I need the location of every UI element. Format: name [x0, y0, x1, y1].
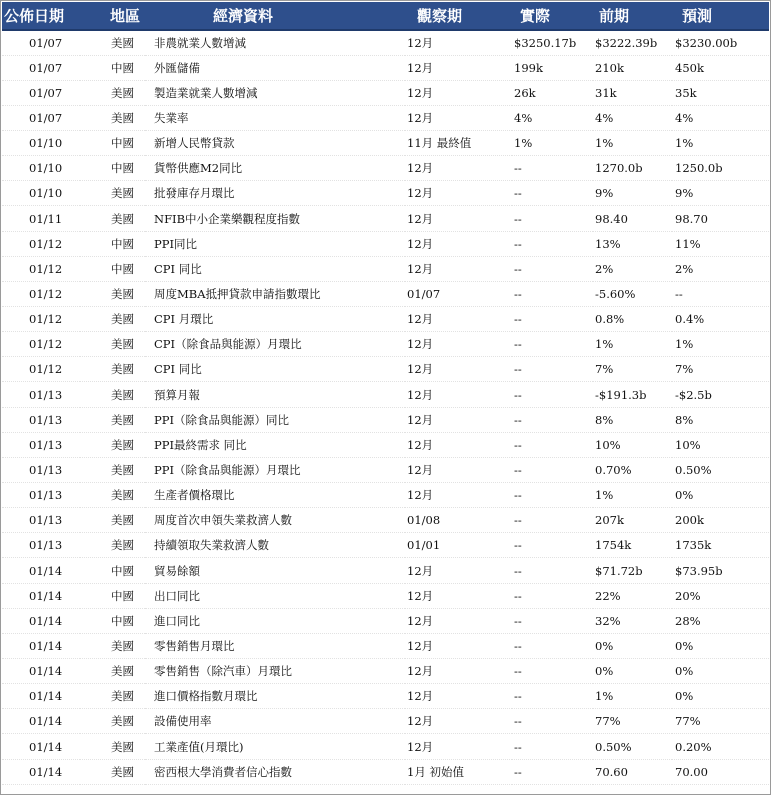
- cell-release-date: 01/12: [2, 231, 80, 256]
- cell-release-date: 01/13: [2, 533, 80, 558]
- cell-previous: 22%: [593, 583, 672, 608]
- table-row: [2, 608, 769, 633]
- cell-release-date: 01/07: [2, 80, 80, 105]
- cell-region: 中國: [80, 55, 145, 80]
- cell-release-date: 01/12: [2, 256, 80, 281]
- table-row: [2, 533, 769, 558]
- cell-region: 中國: [80, 156, 145, 181]
- cell-release-date: 01/14: [2, 734, 80, 759]
- table-row: [2, 633, 769, 658]
- cell-actual: --: [512, 633, 593, 658]
- cell-previous: $3222.39b: [593, 30, 672, 55]
- cell-previous: 70.60: [593, 759, 672, 784]
- cell-period: 12月: [405, 156, 512, 181]
- cell-previous: 1754k: [593, 533, 672, 558]
- cell-period: 12月: [405, 734, 512, 759]
- cell-forecast: 28%: [672, 608, 769, 633]
- cell-forecast: 200k: [672, 508, 769, 533]
- cell-indicator: PPI（除食品與能源）同比: [145, 407, 405, 432]
- cell-indicator: 貿易餘額: [145, 558, 405, 583]
- cell-actual: --: [512, 734, 593, 759]
- table-row: [2, 558, 769, 583]
- cell-actual: --: [512, 382, 593, 407]
- cell-actual: 4%: [512, 105, 593, 130]
- cell-forecast: --: [672, 281, 769, 306]
- cell-period: 12月: [405, 307, 512, 332]
- cell-release-date: 01/13: [2, 483, 80, 508]
- table-row: [2, 407, 769, 432]
- cell-indicator: PPI同比: [145, 231, 405, 256]
- cell-actual: --: [512, 533, 593, 558]
- cell-region: 美國: [80, 105, 145, 130]
- cell-indicator: 進口價格指數月環比: [145, 684, 405, 709]
- cell-forecast: 2%: [672, 256, 769, 281]
- cell-actual: --: [512, 181, 593, 206]
- cell-region: 美國: [80, 432, 145, 457]
- cell-forecast: 0.50%: [672, 457, 769, 482]
- table-row: [2, 256, 769, 281]
- cell-forecast: 1735k: [672, 533, 769, 558]
- cell-region: 美國: [80, 281, 145, 306]
- table-header-row: [2, 2, 769, 30]
- header-region: 地區: [80, 2, 145, 30]
- table-row: [2, 734, 769, 759]
- cell-indicator: 製造業就業人數增減: [145, 80, 405, 105]
- cell-previous: 9%: [593, 181, 672, 206]
- cell-period: 12月: [405, 357, 512, 382]
- header-actual: 實際: [512, 2, 593, 30]
- cell-period: 12月: [405, 483, 512, 508]
- cell-actual: --: [512, 483, 593, 508]
- cell-indicator: 持續領取失業救濟人數: [145, 533, 405, 558]
- cell-forecast: 0.4%: [672, 307, 769, 332]
- cell-actual: --: [512, 759, 593, 784]
- cell-forecast: 0%: [672, 684, 769, 709]
- cell-indicator: 生產者價格環比: [145, 483, 405, 508]
- cell-actual: --: [512, 281, 593, 306]
- cell-release-date: 01/12: [2, 332, 80, 357]
- cell-forecast: 7%: [672, 357, 769, 382]
- cell-region: 美國: [80, 684, 145, 709]
- cell-indicator: 非農就業人數增減: [145, 30, 405, 55]
- cell-forecast: 20%: [672, 583, 769, 608]
- cell-release-date: 01/13: [2, 382, 80, 407]
- cell-previous: -$191.3b: [593, 382, 672, 407]
- cell-period: 12月: [405, 206, 512, 231]
- cell-previous: 0.50%: [593, 734, 672, 759]
- cell-forecast: 1%: [672, 131, 769, 156]
- cell-actual: --: [512, 332, 593, 357]
- cell-indicator: CPI（除食品與能源）月環比: [145, 332, 405, 357]
- cell-indicator: CPI 同比: [145, 256, 405, 281]
- cell-release-date: 01/14: [2, 659, 80, 684]
- cell-region: 美國: [80, 307, 145, 332]
- table-row: [2, 432, 769, 457]
- cell-previous: 210k: [593, 55, 672, 80]
- cell-period: 12月: [405, 457, 512, 482]
- table-row: [2, 357, 769, 382]
- table-row: [2, 583, 769, 608]
- cell-region: 美國: [80, 709, 145, 734]
- cell-release-date: 01/13: [2, 457, 80, 482]
- cell-indicator: 進口同比: [145, 608, 405, 633]
- cell-previous: 207k: [593, 508, 672, 533]
- cell-region: 美國: [80, 533, 145, 558]
- cell-period: 12月: [405, 181, 512, 206]
- cell-indicator: 周度首次申領失業救濟人數: [145, 508, 405, 533]
- cell-indicator: 密西根大學消費者信心指數: [145, 759, 405, 784]
- cell-period: 01/01: [405, 533, 512, 558]
- table-row: [2, 457, 769, 482]
- table-body: [2, 30, 769, 784]
- cell-region: 美國: [80, 357, 145, 382]
- cell-forecast: 1250.0b: [672, 156, 769, 181]
- cell-forecast: 10%: [672, 432, 769, 457]
- cell-period: 12月: [405, 55, 512, 80]
- cell-period: 12月: [405, 105, 512, 130]
- cell-actual: --: [512, 206, 593, 231]
- table-row: [2, 508, 769, 533]
- cell-period: 11月 最終值: [405, 131, 512, 156]
- cell-period: 12月: [405, 231, 512, 256]
- cell-previous: 1%: [593, 131, 672, 156]
- cell-indicator: 零售銷售（除汽車）月環比: [145, 659, 405, 684]
- table-row: [2, 30, 769, 55]
- cell-previous: 0.70%: [593, 457, 672, 482]
- cell-previous: 0%: [593, 659, 672, 684]
- cell-forecast: $73.95b: [672, 558, 769, 583]
- cell-previous: 1%: [593, 483, 672, 508]
- cell-region: 美國: [80, 508, 145, 533]
- cell-period: 12月: [405, 608, 512, 633]
- table-row: [2, 105, 769, 130]
- cell-period: 01/08: [405, 508, 512, 533]
- cell-actual: --: [512, 684, 593, 709]
- cell-actual: --: [512, 659, 593, 684]
- cell-release-date: 01/12: [2, 281, 80, 306]
- cell-previous: -5.60%: [593, 281, 672, 306]
- cell-indicator: 設備使用率: [145, 709, 405, 734]
- cell-period: 12月: [405, 382, 512, 407]
- table-row: [2, 332, 769, 357]
- cell-previous: 2%: [593, 256, 672, 281]
- cell-forecast: 450k: [672, 55, 769, 80]
- cell-period: 12月: [405, 709, 512, 734]
- cell-forecast: 4%: [672, 105, 769, 130]
- cell-actual: --: [512, 357, 593, 382]
- cell-actual: --: [512, 407, 593, 432]
- cell-previous: 0.8%: [593, 307, 672, 332]
- cell-actual: --: [512, 709, 593, 734]
- cell-region: 美國: [80, 407, 145, 432]
- cell-previous: 32%: [593, 608, 672, 633]
- table-row: [2, 307, 769, 332]
- cell-release-date: 01/10: [2, 131, 80, 156]
- cell-actual: --: [512, 608, 593, 633]
- cell-release-date: 01/12: [2, 307, 80, 332]
- cell-indicator: 出口同比: [145, 583, 405, 608]
- cell-period: 12月: [405, 583, 512, 608]
- cell-indicator: 周度MBA抵押貸款申請指數環比: [145, 281, 405, 306]
- cell-release-date: 01/14: [2, 558, 80, 583]
- cell-period: 1月 初始值: [405, 759, 512, 784]
- cell-forecast: 9%: [672, 181, 769, 206]
- cell-actual: --: [512, 432, 593, 457]
- cell-release-date: 01/11: [2, 206, 80, 231]
- cell-previous: 4%: [593, 105, 672, 130]
- table-row: [2, 281, 769, 306]
- cell-region: 美國: [80, 457, 145, 482]
- cell-region: 美國: [80, 734, 145, 759]
- cell-previous: 10%: [593, 432, 672, 457]
- cell-release-date: 01/14: [2, 583, 80, 608]
- cell-forecast: 0.20%: [672, 734, 769, 759]
- cell-release-date: 01/12: [2, 357, 80, 382]
- cell-forecast: 1%: [672, 332, 769, 357]
- cell-period: 12月: [405, 407, 512, 432]
- table-row: [2, 709, 769, 734]
- cell-indicator: 外匯儲備: [145, 55, 405, 80]
- cell-previous: 13%: [593, 231, 672, 256]
- cell-actual: 1%: [512, 131, 593, 156]
- cell-period: 01/07: [405, 281, 512, 306]
- cell-forecast: 0%: [672, 483, 769, 508]
- cell-indicator: 工業產值(月環比): [145, 734, 405, 759]
- table-row: [2, 181, 769, 206]
- cell-indicator: PPI（除食品與能源）月環比: [145, 457, 405, 482]
- cell-region: 美國: [80, 181, 145, 206]
- cell-forecast: -$2.5b: [672, 382, 769, 407]
- cell-forecast: 77%: [672, 709, 769, 734]
- cell-region: 中國: [80, 608, 145, 633]
- cell-forecast: 0%: [672, 633, 769, 658]
- cell-indicator: NFIB中小企業樂觀程度指數: [145, 206, 405, 231]
- cell-previous: 7%: [593, 357, 672, 382]
- cell-forecast: 98.70: [672, 206, 769, 231]
- cell-previous: 77%: [593, 709, 672, 734]
- cell-actual: --: [512, 457, 593, 482]
- cell-actual: --: [512, 307, 593, 332]
- cell-release-date: 01/14: [2, 608, 80, 633]
- cell-actual: --: [512, 558, 593, 583]
- table-row: [2, 131, 769, 156]
- cell-period: 12月: [405, 80, 512, 105]
- cell-forecast: 70.00: [672, 759, 769, 784]
- cell-release-date: 01/14: [2, 759, 80, 784]
- cell-region: 中國: [80, 256, 145, 281]
- cell-actual: --: [512, 508, 593, 533]
- cell-release-date: 01/13: [2, 508, 80, 533]
- header-period: 觀察期: [405, 2, 512, 30]
- cell-forecast: 8%: [672, 407, 769, 432]
- cell-indicator: PPI最終需求 同比: [145, 432, 405, 457]
- cell-forecast: 35k: [672, 80, 769, 105]
- cell-period: 12月: [405, 558, 512, 583]
- cell-actual: 26k: [512, 80, 593, 105]
- cell-previous: 1%: [593, 684, 672, 709]
- cell-actual: --: [512, 156, 593, 181]
- cell-period: 12月: [405, 684, 512, 709]
- cell-region: 美國: [80, 332, 145, 357]
- header-release-date: 公佈日期: [2, 2, 80, 30]
- cell-region: 美國: [80, 633, 145, 658]
- cell-forecast: $3230.00b: [672, 30, 769, 55]
- cell-region: 美國: [80, 206, 145, 231]
- cell-region: 美國: [80, 30, 145, 55]
- cell-region: 美國: [80, 80, 145, 105]
- table-row: [2, 80, 769, 105]
- cell-previous: $71.72b: [593, 558, 672, 583]
- cell-indicator: 貨幣供應M2同比: [145, 156, 405, 181]
- cell-release-date: 01/14: [2, 709, 80, 734]
- cell-previous: 8%: [593, 407, 672, 432]
- cell-forecast: 11%: [672, 231, 769, 256]
- cell-previous: 0%: [593, 633, 672, 658]
- cell-period: 12月: [405, 659, 512, 684]
- cell-release-date: 01/13: [2, 432, 80, 457]
- cell-region: 美國: [80, 759, 145, 784]
- cell-release-date: 01/13: [2, 407, 80, 432]
- cell-indicator: CPI 同比: [145, 357, 405, 382]
- cell-previous: 98.40: [593, 206, 672, 231]
- cell-release-date: 01/14: [2, 684, 80, 709]
- cell-indicator: 新增人民幣貸款: [145, 131, 405, 156]
- table-row: [2, 55, 769, 80]
- cell-indicator: 失業率: [145, 105, 405, 130]
- cell-previous: 31k: [593, 80, 672, 105]
- cell-actual: 199k: [512, 55, 593, 80]
- cell-region: 美國: [80, 382, 145, 407]
- table-row: [2, 231, 769, 256]
- economic-calendar-table: [2, 2, 769, 785]
- cell-actual: --: [512, 583, 593, 608]
- cell-previous: 1270.0b: [593, 156, 672, 181]
- header-forecast: 預測: [672, 2, 769, 30]
- cell-indicator: CPI 月環比: [145, 307, 405, 332]
- cell-region: 美國: [80, 483, 145, 508]
- cell-period: 12月: [405, 332, 512, 357]
- cell-indicator: 批發庫存月環比: [145, 181, 405, 206]
- table-row: [2, 659, 769, 684]
- cell-period: 12月: [405, 30, 512, 55]
- cell-release-date: 01/14: [2, 633, 80, 658]
- cell-release-date: 01/07: [2, 30, 80, 55]
- cell-actual: $3250.17b: [512, 30, 593, 55]
- cell-forecast: 0%: [672, 659, 769, 684]
- cell-region: 中國: [80, 558, 145, 583]
- cell-indicator: 零售銷售月環比: [145, 633, 405, 658]
- table-row: [2, 206, 769, 231]
- cell-actual: --: [512, 256, 593, 281]
- table-row: [2, 483, 769, 508]
- cell-region: 中國: [80, 583, 145, 608]
- cell-release-date: 01/07: [2, 55, 80, 80]
- cell-actual: --: [512, 231, 593, 256]
- cell-release-date: 01/10: [2, 181, 80, 206]
- header-previous: 前期: [593, 2, 672, 30]
- table-row: [2, 759, 769, 784]
- cell-previous: 1%: [593, 332, 672, 357]
- table-row: [2, 156, 769, 181]
- header-economic-data: 經濟資料: [145, 2, 405, 30]
- cell-period: 12月: [405, 432, 512, 457]
- cell-period: 12月: [405, 256, 512, 281]
- cell-release-date: 01/10: [2, 156, 80, 181]
- cell-period: 12月: [405, 633, 512, 658]
- cell-region: 美國: [80, 659, 145, 684]
- table-row: [2, 684, 769, 709]
- table-row: [2, 382, 769, 407]
- cell-release-date: 01/07: [2, 105, 80, 130]
- cell-indicator: 預算月報: [145, 382, 405, 407]
- cell-region: 中國: [80, 231, 145, 256]
- cell-region: 中國: [80, 131, 145, 156]
